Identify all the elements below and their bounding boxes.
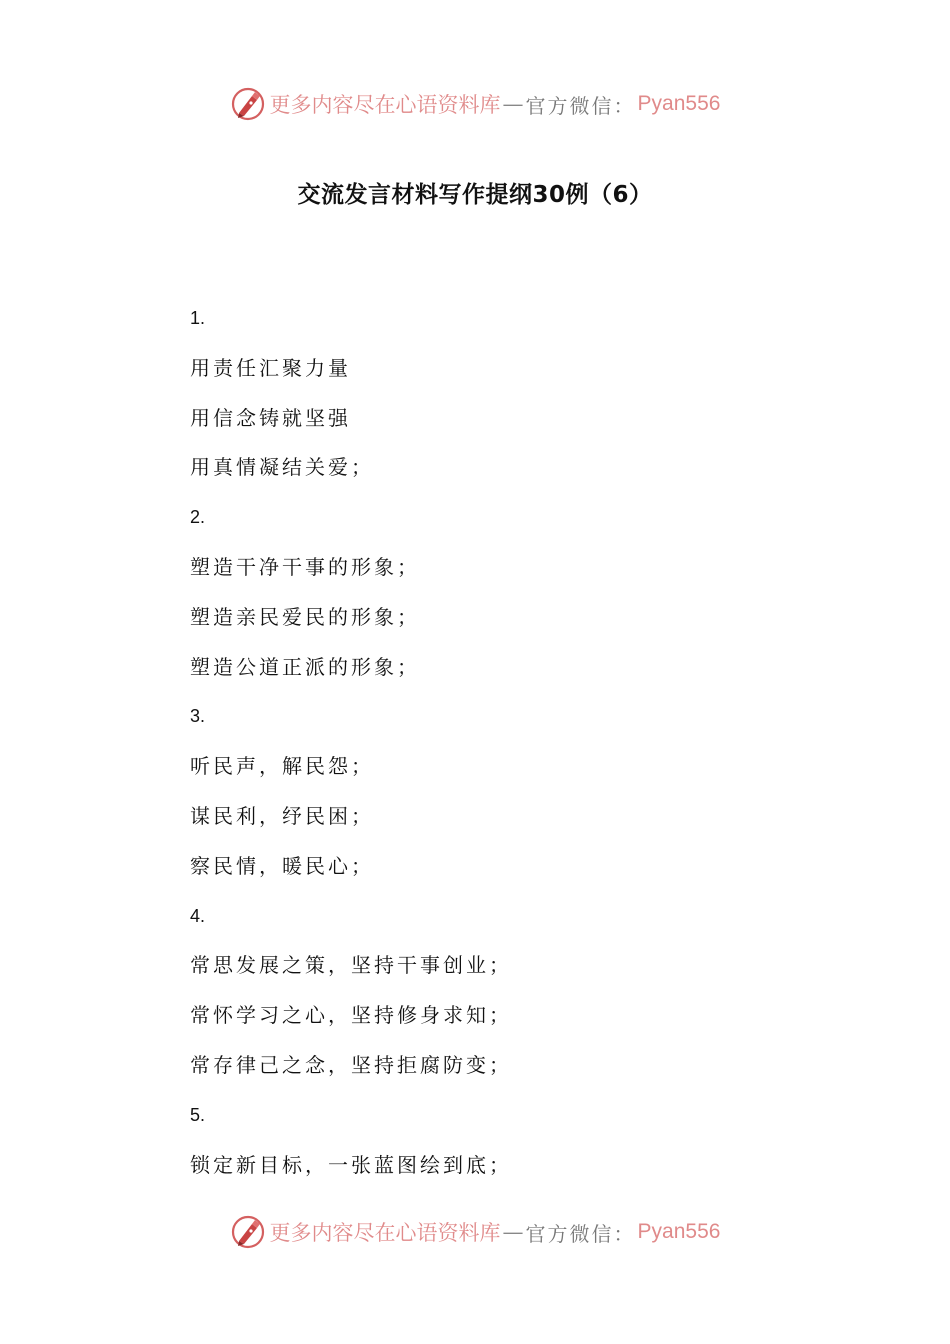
separator-dash: — — [502, 1220, 524, 1244]
footer-watermark — [0, 1210, 950, 1254]
item-number: 1. — [190, 308, 206, 328]
promo-text: 更多内容尽在心语资料库 — [269, 1221, 501, 1245]
document-title: 交流发言材料写作提纲30例（6） — [297, 182, 653, 208]
official-label: 官方微信： — [525, 93, 636, 118]
body-line: 用信念铸就坚强 — [190, 405, 351, 430]
pen-nib-logo-icon — [230, 86, 266, 122]
item-number: 4. — [190, 905, 206, 926]
body-line: 常怀学习之心，坚持修身求知； — [190, 1003, 512, 1028]
official-label: 官方微信： — [525, 1221, 636, 1246]
header-watermark — [0, 82, 950, 126]
body-line: 常存律己之念，坚持拒腐防变； — [190, 1052, 512, 1077]
body-line: 谋民利，纾民困； — [190, 803, 374, 828]
body-line: 塑造亲民爱民的形象； — [190, 604, 420, 629]
document-body — [190, 300, 790, 1196]
pen-nib-logo-icon — [230, 1214, 266, 1250]
body-line: 锁定新目标，一张蓝图绘到底； — [190, 1152, 512, 1177]
body-line: 塑造干净干事的形象； — [190, 554, 420, 579]
item-number: 2. — [190, 507, 206, 528]
body-line: 常思发展之策，坚持干事创业； — [190, 953, 512, 978]
body-line: 听民声，解民怨； — [190, 754, 374, 779]
item-number: 3. — [190, 706, 206, 727]
body-line: 塑造公道正派的形象； — [190, 654, 420, 679]
body-line: 察民情，暖民心； — [190, 853, 374, 878]
body-line: 用真情凝结关爱； — [190, 455, 374, 480]
body-line: 用责任汇聚力量 — [190, 355, 351, 380]
separator-dash: — — [502, 92, 524, 116]
wechat-id: Pyan556 — [637, 92, 721, 115]
promo-text: 更多内容尽在心语资料库 — [269, 93, 501, 117]
item-number: 5. — [190, 1104, 206, 1125]
wechat-id: Pyan556 — [637, 1220, 721, 1243]
